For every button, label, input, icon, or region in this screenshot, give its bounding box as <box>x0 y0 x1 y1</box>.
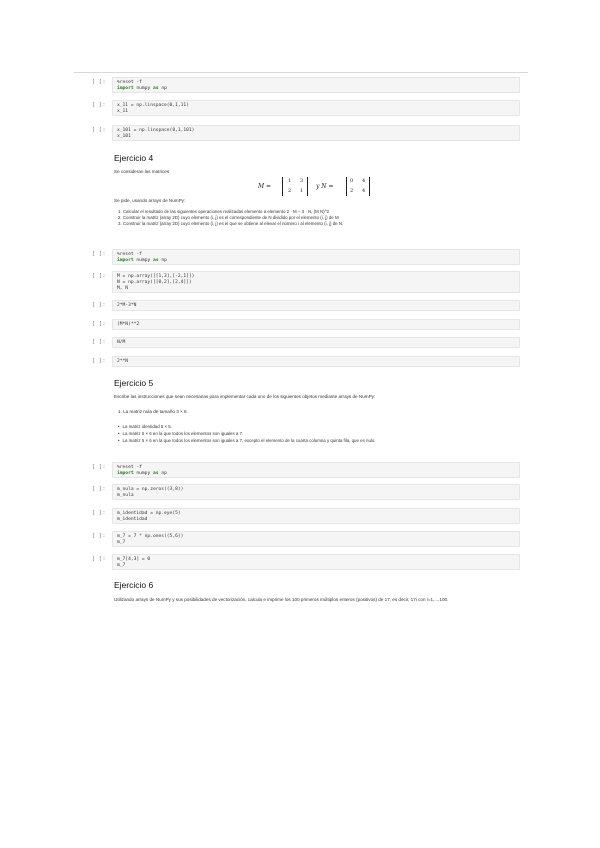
exercise-4-subtitle: Se pide, usando arrays de NumPy: <box>114 198 186 203</box>
exercise-5-intro: Escribe las instrucciones que sean necesarias para implementar cada uno de los siguientes objetos mediante arrays de NumPy: <box>114 394 376 399</box>
bracket <box>346 177 347 196</box>
code-line: %reset -f <box>117 252 142 257</box>
cell-prompt: [ ]: <box>92 273 107 279</box>
code-line: N = np.array([[0,2],[2,4]]) <box>117 280 192 285</box>
code-input[interactable] <box>112 125 520 141</box>
list-item: 2. Construir la matriz (array 2D) cuyo elemento (i, j) es el correspondiente de N dividido por el elemento (i, j) de M <box>118 215 339 220</box>
matrix-cell: 4 <box>362 178 366 184</box>
code-line: m_identidad = np.eye(5) <box>117 511 181 516</box>
matrix-m-label: M = <box>258 183 272 190</box>
code-line: x_101 = np.linspace(0,1,101) <box>117 128 195 133</box>
code-line: 2*M-3*N <box>117 303 137 308</box>
code-line: m_7[4,3] = 0 <box>117 557 151 562</box>
list-item: • La matriz 5 × 6 en la que todos los elementos son iguales a 7. <box>118 430 518 437</box>
matrix-cell: 2 <box>350 188 354 194</box>
cell-prompt: [ ]: <box>92 533 107 539</box>
exercise-5-item: 1. La matriz nula de tamaño 3 × 8. <box>118 409 188 414</box>
cell-prompt: [ ]: <box>92 464 107 470</box>
code-line: M = np.array([[1,3],[-2,1]]) <box>117 274 195 279</box>
code-input[interactable] <box>112 337 520 348</box>
cell-prompt: [ ]: <box>92 251 107 257</box>
cell-prompt: [ ]: <box>92 358 107 364</box>
code-line: (M*N)**2 <box>117 322 140 327</box>
code-input[interactable] <box>112 462 520 478</box>
code-line: x_11 = np.linspace(0,1,11) <box>117 103 189 108</box>
code-line: x_101 <box>117 134 131 139</box>
code-line: N/M <box>117 340 126 345</box>
cell-prompt: [ ]: <box>92 79 107 85</box>
exercise-6-title: Ejercicio 6 <box>114 580 154 590</box>
matrix-cell: 1 <box>288 178 292 184</box>
matrix-cell: 2 <box>288 188 292 194</box>
cell-prompt: [ ]: <box>92 556 107 562</box>
cell-prompt: [ ]: <box>92 321 107 327</box>
code-input[interactable] <box>112 300 520 311</box>
exercise-4-intro: Se consideran las matrices <box>114 169 170 174</box>
bracket <box>307 177 308 196</box>
code-line: 2**N <box>117 359 129 364</box>
code-line: m_nula <box>117 493 134 498</box>
list-item: • La matriz 5 × 6 en la que todos los elementos son iguales a 7, excepto el elemento de la cuarta columna y quinta fila, que es nulo. <box>118 437 518 444</box>
code-input[interactable] <box>112 356 520 367</box>
code-input[interactable] <box>112 249 520 265</box>
exercise-5-bullets <box>118 423 518 444</box>
list-item: 1. Calcular el resultado de las siguientes operaciones realizadas elemento a elemento 2 · M − 3 · N, (M N)^2 <box>118 209 330 214</box>
exercise-6-text: Utilizando arrays de NumPy y sus posibilidades de vectorización, calcula e imprime los 100 primeros múltiplos enteros (positivos) de 17, es decir, 17i con i=1,...,100. <box>114 597 449 602</box>
code-line: m_nula = np.zeros((3,8)) <box>117 487 184 492</box>
code-input[interactable] <box>112 77 520 93</box>
cell-prompt: [ ]: <box>92 302 107 308</box>
code-input[interactable] <box>112 531 520 547</box>
bracket <box>282 177 283 196</box>
code-input[interactable] <box>112 554 520 570</box>
cell-prompt: [ ]: <box>92 102 107 108</box>
bracket <box>369 177 370 196</box>
code-input[interactable] <box>112 484 520 500</box>
cell-prompt: [ ]: <box>92 510 107 516</box>
code-line: import numpy as np <box>117 86 167 91</box>
list-item: 3. Construir la matriz (array 2D) cuyo elemento (i, j) es el que se obtiene al elevar el número i al elemento (i, j) de N. <box>118 221 344 226</box>
list-item: • La matriz identidad 5 × 5. <box>118 423 518 430</box>
code-input[interactable] <box>112 508 520 524</box>
exercise-4-list <box>118 209 518 227</box>
code-line: m_identidad <box>117 517 148 522</box>
matrix-cell: 4 <box>362 188 366 194</box>
matrix-cell: 3 <box>300 178 304 184</box>
matrix-cell: 1 <box>300 188 304 194</box>
code-line: x_11 <box>117 109 129 114</box>
code-input[interactable] <box>112 271 520 293</box>
matrices-definition <box>258 176 378 198</box>
cell-prompt: [ ]: <box>92 486 107 492</box>
matrix-cell: 0 <box>350 178 354 184</box>
code-line: import numpy as np <box>117 471 167 476</box>
code-line: import numpy as np <box>117 258 167 263</box>
exercise-5-title: Ejercicio 5 <box>114 378 154 388</box>
code-line: %reset -f <box>117 80 142 85</box>
code-line: m_7 <box>117 540 126 545</box>
matrix-n-label: y N = <box>316 183 334 190</box>
code-input[interactable] <box>112 319 520 330</box>
exercise-4-title: Ejercicio 4 <box>114 153 154 163</box>
code-line: m_7 = 7 * np.ones((5,6)) <box>117 534 184 539</box>
code-line: M, N <box>117 286 129 291</box>
code-line: m_7 <box>117 563 126 568</box>
cell-prompt: [ ]: <box>92 339 107 345</box>
code-input[interactable] <box>112 100 520 116</box>
code-line: %reset -f <box>117 465 142 470</box>
cell-prompt: [ ]: <box>92 127 107 133</box>
top-divider <box>74 72 528 73</box>
